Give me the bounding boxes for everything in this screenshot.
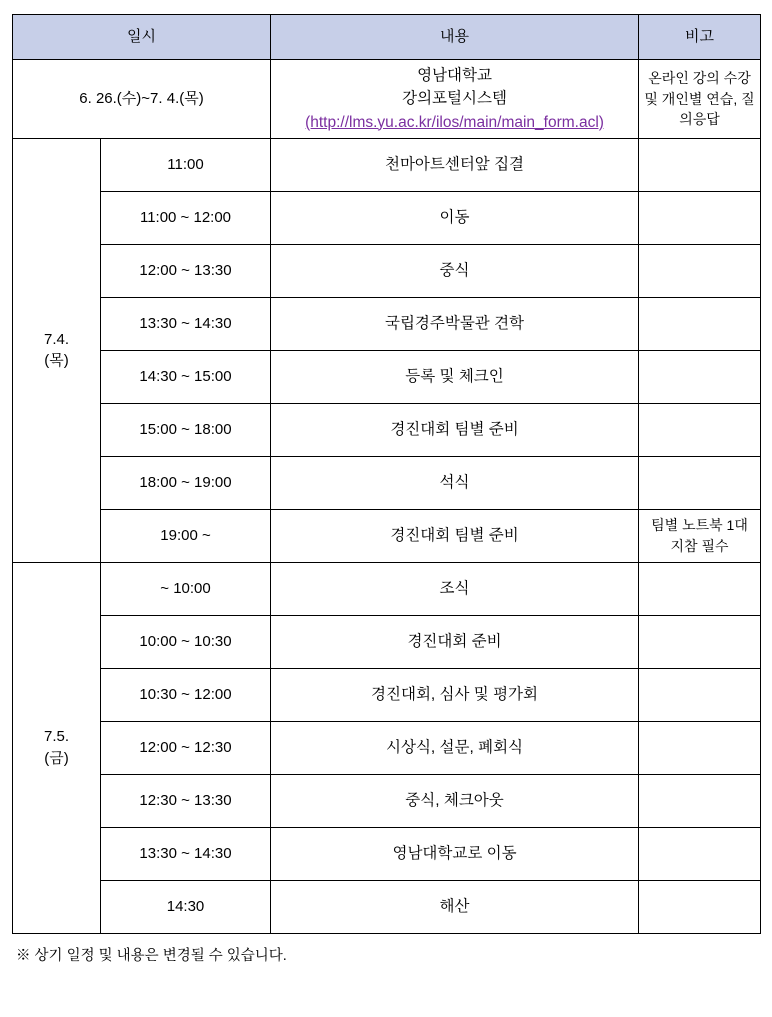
content-cell: 경진대회 준비 xyxy=(271,615,639,668)
intro-date-text: 6. 26.(수)~7. 4.(목) xyxy=(79,90,204,107)
group-date-cell-1 xyxy=(13,562,101,933)
table-row xyxy=(13,60,761,139)
note-cell xyxy=(639,350,761,403)
note-cell xyxy=(639,668,761,721)
time-cell: 12:00 ~ 12:30 xyxy=(101,721,271,774)
intro-content-line2: 강의포털시스템 xyxy=(402,90,507,108)
content-cell: 천마아트센터앞 집결 xyxy=(271,138,639,191)
group-date-line1-0: 7.4. xyxy=(43,330,70,348)
time-cell: 10:00 ~ 10:30 xyxy=(101,615,271,668)
time-cell: 14:30 xyxy=(101,880,271,933)
note-cell xyxy=(639,615,761,668)
table-row xyxy=(13,350,761,403)
table-row xyxy=(13,509,761,562)
time-cell: ~ 10:00 xyxy=(101,562,271,615)
intro-note-cell: 온라인 강의 수강 및 개인별 연습, 질의응답 xyxy=(639,60,761,139)
note-cell xyxy=(639,880,761,933)
table-row xyxy=(13,297,761,350)
table-header xyxy=(13,15,761,60)
time-cell: 19:00 ~ xyxy=(101,509,271,562)
content-cell: 등록 및 체크인 xyxy=(271,350,639,403)
table-row xyxy=(13,244,761,297)
column-header-note: 비고 xyxy=(639,15,761,60)
content-cell: 국립경주박물관 견학 xyxy=(271,297,639,350)
note-cell xyxy=(639,456,761,509)
table-row xyxy=(13,668,761,721)
time-cell: 18:00 ~ 19:00 xyxy=(101,456,271,509)
table-row xyxy=(13,615,761,668)
note-cell xyxy=(639,562,761,615)
content-cell: 경진대회 팀별 준비 xyxy=(271,403,639,456)
table-row xyxy=(13,721,761,774)
time-cell: 11:00 xyxy=(101,138,271,191)
column-header-content: 내용 xyxy=(271,15,639,60)
group-date-line1-1: 7.5. xyxy=(43,728,70,745)
content-cell: 경진대회, 심사 및 평가회 xyxy=(271,668,639,721)
table-row xyxy=(13,562,761,615)
footer-note: ※ 상기 일정 및 내용은 변경될 수 있습니다. xyxy=(16,947,287,964)
content-cell: 석식 xyxy=(271,456,639,509)
time-cell: 11:00 ~ 12:00 xyxy=(101,191,271,244)
column-header-date: 일시 xyxy=(13,15,271,60)
intro-content-cell xyxy=(271,60,639,139)
note-cell: 팀별 노트북 1대 지참 필수 xyxy=(639,509,761,562)
note-cell xyxy=(639,721,761,774)
lms-portal-link[interactable]: (http://lms.yu.ac.kr/ilos/main/main_form.acl) xyxy=(305,113,604,131)
table-row xyxy=(13,403,761,456)
note-cell xyxy=(639,138,761,191)
note-cell xyxy=(639,827,761,880)
content-cell: 중식 xyxy=(271,244,639,297)
note-cell xyxy=(639,403,761,456)
content-cell: 영남대학교로 이동 xyxy=(271,827,639,880)
time-cell: 10:30 ~ 12:00 xyxy=(101,668,271,721)
time-cell: 14:30 ~ 15:00 xyxy=(101,350,271,403)
note-cell xyxy=(639,244,761,297)
time-cell: 12:30 ~ 13:30 xyxy=(101,774,271,827)
table-row xyxy=(13,880,761,933)
table-row xyxy=(13,456,761,509)
note-cell xyxy=(639,297,761,350)
intro-content-line1: 영남대학교 xyxy=(417,67,492,84)
table-row xyxy=(13,827,761,880)
time-cell: 15:00 ~ 18:00 xyxy=(101,403,271,456)
table-body xyxy=(13,60,761,934)
content-cell: 경진대회 팀별 준비 xyxy=(271,509,639,562)
content-cell: 중식, 체크아웃 xyxy=(271,774,639,827)
group-date-line2-1: (금) xyxy=(44,749,69,767)
time-cell: 12:00 ~ 13:30 xyxy=(101,244,271,297)
content-cell: 시상식, 설문, 폐회식 xyxy=(271,721,639,774)
group-date-line2-0: (목) xyxy=(44,352,69,370)
schedule-table xyxy=(12,14,761,934)
note-cell xyxy=(639,191,761,244)
note-cell xyxy=(639,774,761,827)
table-row xyxy=(13,774,761,827)
group-date-cell-0 xyxy=(13,138,101,562)
content-cell: 이동 xyxy=(271,191,639,244)
time-cell: 13:30 ~ 14:30 xyxy=(101,297,271,350)
content-cell: 해산 xyxy=(271,880,639,933)
content-cell: 조식 xyxy=(271,562,639,615)
table-row xyxy=(13,191,761,244)
time-cell: 13:30 ~ 14:30 xyxy=(101,827,271,880)
table-row xyxy=(13,138,761,191)
intro-date-cell xyxy=(13,60,271,139)
header-row xyxy=(13,15,761,60)
